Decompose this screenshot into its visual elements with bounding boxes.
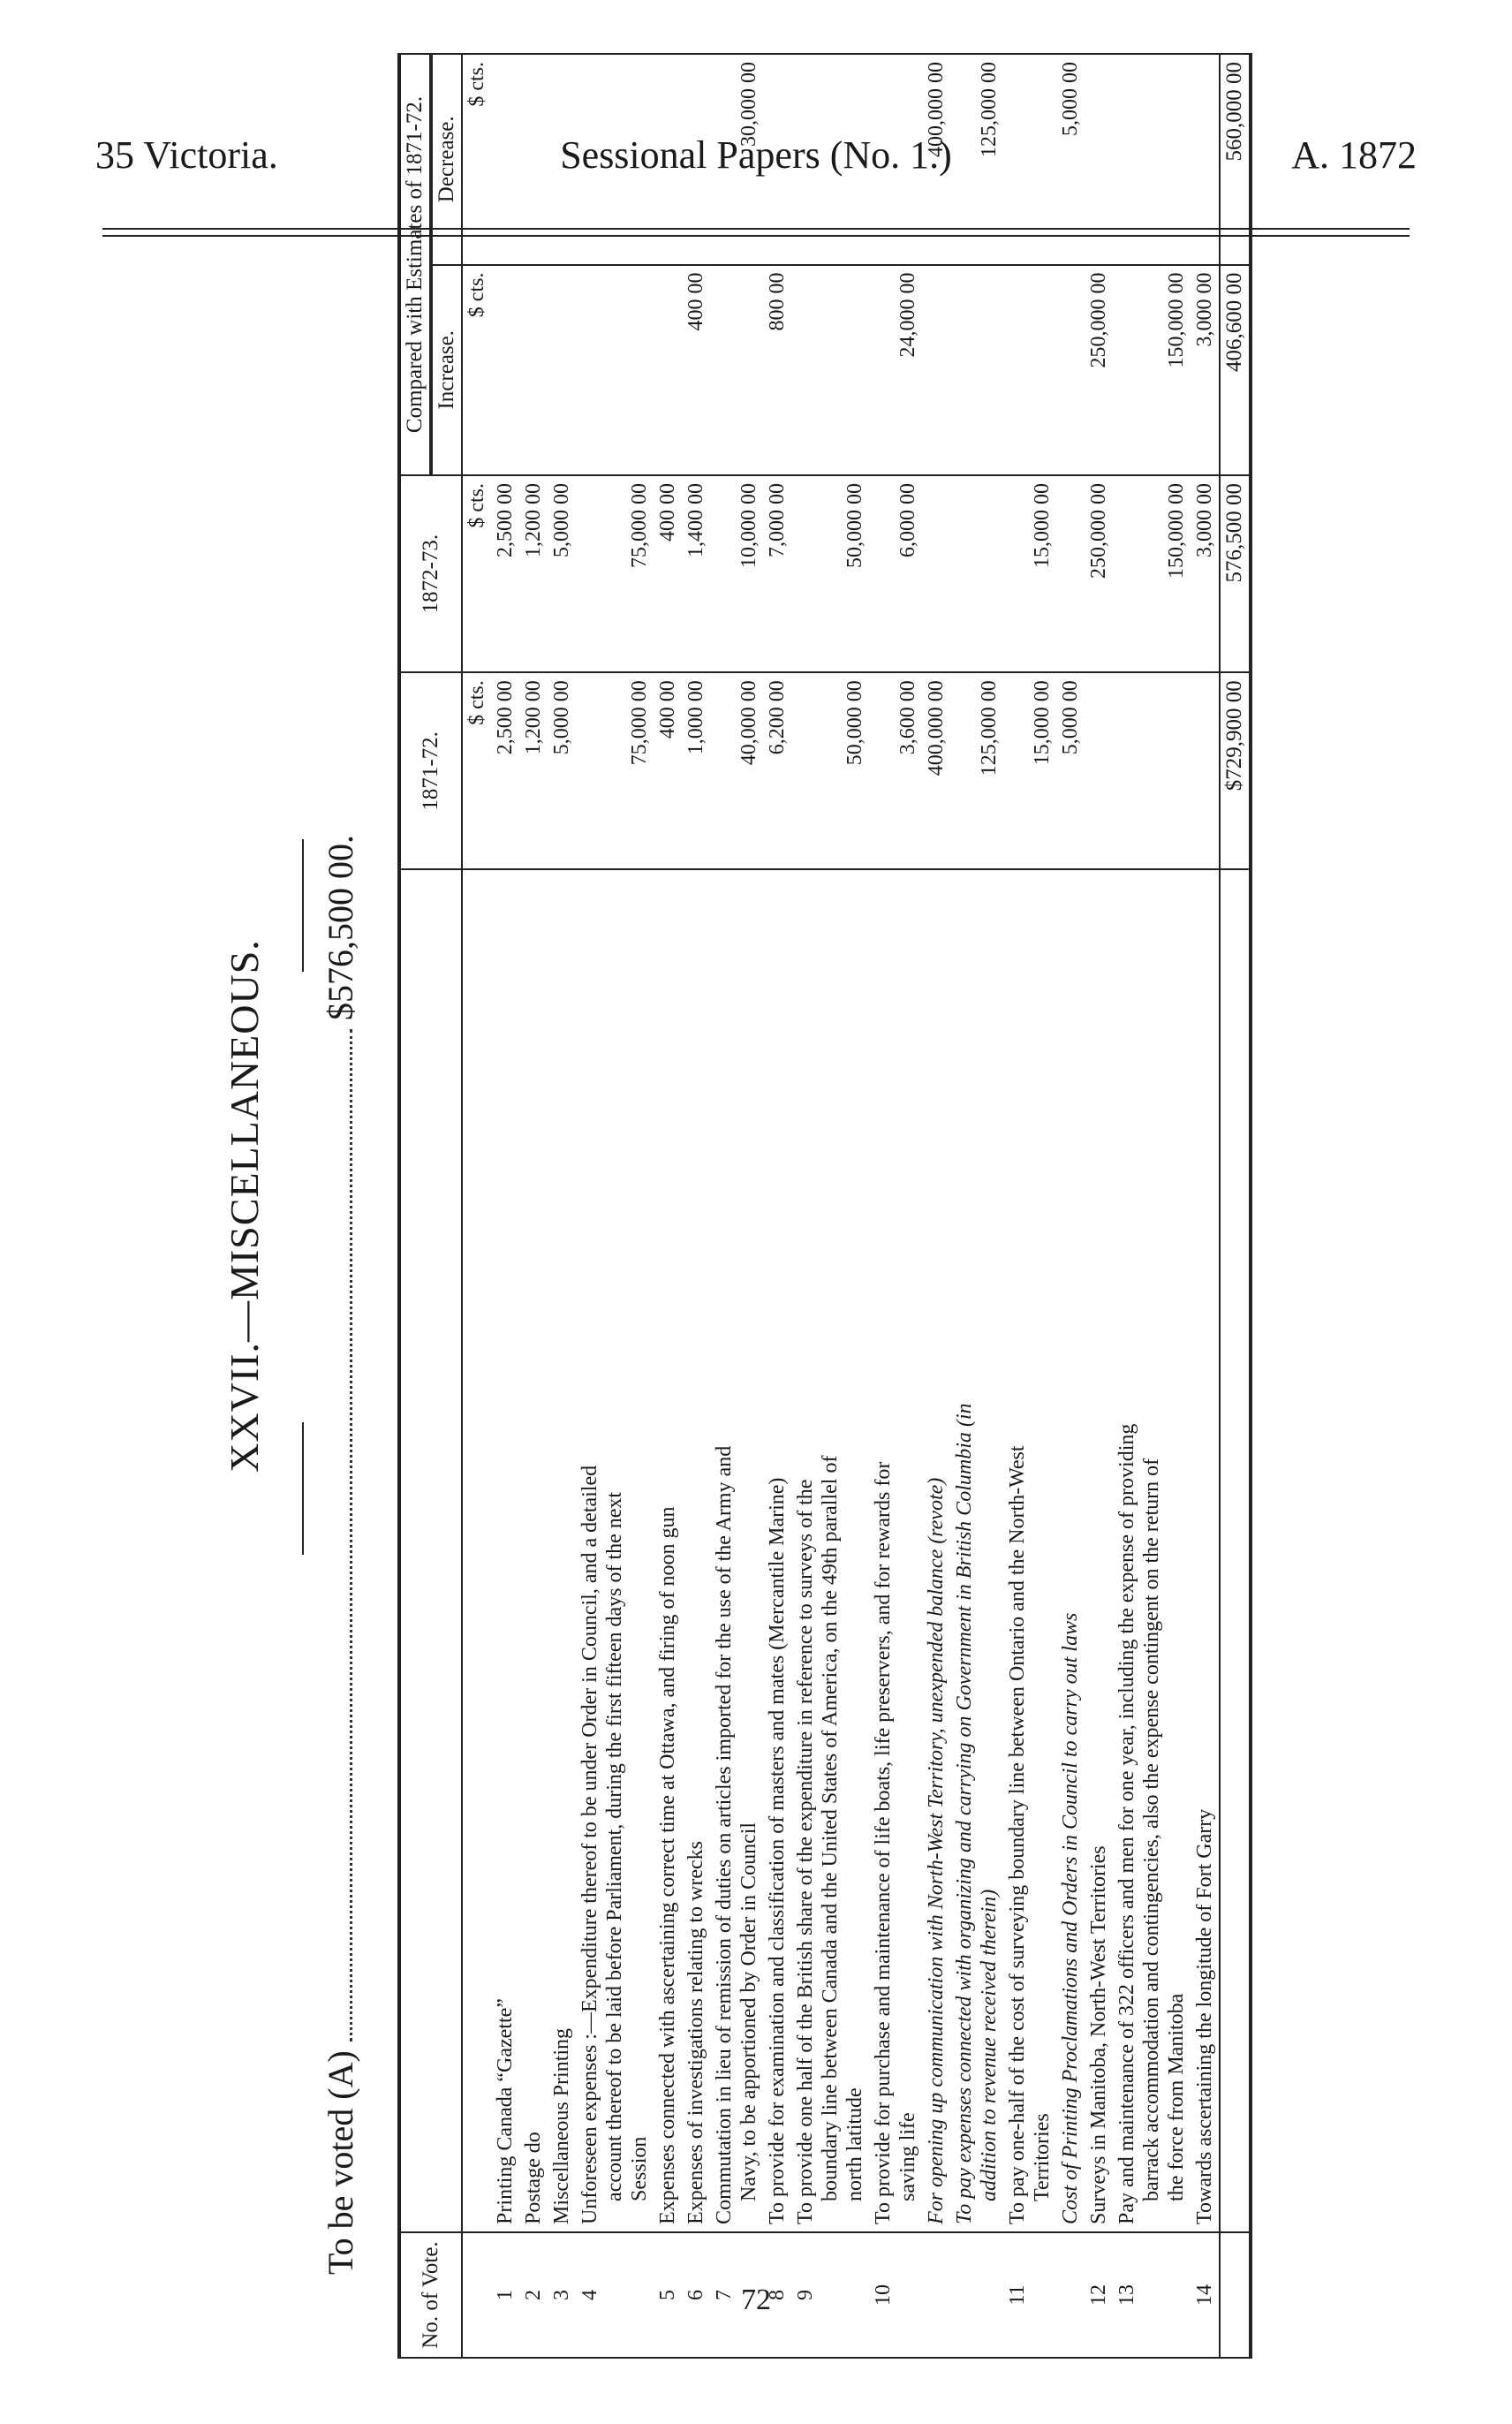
- amount-decrease: [519, 54, 548, 265]
- table-row: [519, 54, 548, 2358]
- service-line: To pay expenses connected with organizing and carrying on Government in British Columbia (in: [953, 1403, 976, 2224]
- service-line: boundary line between Canada and the United States of America, on the 49th parallel of: [819, 1455, 842, 2201]
- amount-1872-73: [1056, 475, 1085, 672]
- header-service: [399, 869, 462, 2231]
- amount-1872-73: [922, 475, 950, 672]
- amount-1872-73: 6,000 00: [869, 475, 922, 672]
- amount-1872-73: 10,000 00: [710, 475, 763, 672]
- table-row: [869, 54, 922, 2358]
- amount-increase: 3,000 00: [1191, 265, 1220, 475]
- amount-increase: [950, 265, 1003, 475]
- header-vote-number: No. of Vote.: [399, 2232, 462, 2358]
- service-description: [1113, 869, 1191, 2231]
- amount-decrease: [1085, 54, 1113, 265]
- service-description: [654, 869, 682, 2231]
- table-row: [548, 54, 576, 2358]
- amount-decrease: [491, 54, 519, 265]
- amount-decrease: 400,000 00: [922, 54, 950, 265]
- service-line: north latitude: [843, 2087, 866, 2201]
- units-decrease: $ cts.: [462, 54, 491, 265]
- rotated-table-block: [221, 53, 1390, 2359]
- amount-1871-72: [1113, 672, 1191, 869]
- service-line: account thereof to be laid before Parliament, during the first fifteen days of the next: [603, 1491, 626, 2201]
- service-line: Printing Canada “Gazette”: [494, 1998, 517, 2224]
- estimates-table: [397, 53, 1252, 2359]
- amount-increase: 150,000 00: [1113, 265, 1191, 475]
- amount-1872-73: 250,000 00: [1085, 475, 1113, 672]
- units-1872-73: $ cts.: [462, 475, 491, 672]
- amount-1871-72: 400,000 00: [922, 672, 950, 869]
- amount-decrease: [576, 54, 654, 265]
- total-cell-service: [1220, 869, 1251, 2231]
- service-description: [682, 869, 710, 2231]
- to-be-voted-label: To be voted (A): [321, 2050, 360, 2275]
- service-description: [548, 869, 576, 2231]
- table-row: [576, 54, 654, 2358]
- service-line: Cost of Printing Proclamations and Orders in Council to carry out laws: [1059, 1612, 1082, 2224]
- header-1871-72: 1871-72.: [399, 672, 462, 869]
- service-description: [519, 869, 548, 2231]
- amount-1872-73: 7,000 00: [763, 475, 791, 672]
- section-title: XXVII.—MISCELLANEOUS.: [222, 939, 267, 1473]
- service-description: [922, 869, 950, 2231]
- service-line: the force from Manitoba: [1165, 1993, 1188, 2201]
- vote-number: 8: [763, 2232, 791, 2358]
- header-1872-73: 1872-73.: [399, 475, 462, 672]
- total-increase: 406,600 00: [1220, 265, 1251, 475]
- service-line: Expenses of investigations relating to wrecks: [684, 1841, 707, 2224]
- amount-decrease: 30,000 00: [710, 54, 763, 265]
- title-dash-left: [302, 1422, 304, 1555]
- vote-number: 9: [791, 2232, 869, 2358]
- amount-1872-73: 15,000 00: [1003, 475, 1056, 672]
- service-line: To provide for examination and classification of masters and mates (Mercantile Marine): [766, 1477, 789, 2224]
- amount-increase: [491, 265, 519, 475]
- service-line: Navy, to be apportioned by Order in Council: [737, 1822, 760, 2201]
- amount-1872-73: 50,000 00: [791, 475, 869, 672]
- amount-1871-72: [1085, 672, 1113, 869]
- vote-number: 6: [682, 2232, 710, 2358]
- amount-1871-72: 1,200 00: [519, 672, 548, 869]
- table-row: [791, 54, 869, 2358]
- table-row: [1003, 54, 1056, 2358]
- service-line: Territories: [1031, 2113, 1054, 2201]
- table-row: [654, 54, 682, 2358]
- amount-increase: [654, 265, 682, 475]
- amount-decrease: [1113, 54, 1191, 265]
- amount-1872-73: 75,000 00: [576, 475, 654, 672]
- service-line: Commutation in lieu of remission of duties on articles imported for the use of the Army and: [713, 1445, 736, 2224]
- units-increase: $ cts.: [462, 265, 491, 475]
- service-description: [1085, 869, 1113, 2231]
- service-description: [1191, 869, 1220, 2231]
- service-line: Surveys in Manitoba, North-West Territories: [1087, 1845, 1110, 2224]
- amount-decrease: [1003, 54, 1056, 265]
- service-line: Session: [628, 2136, 651, 2201]
- service-line: Expenses connected with ascertaining correct time at Ottawa, and firing of noon gun: [656, 1506, 679, 2224]
- service-description: [763, 869, 791, 2231]
- amount-1872-73: 400 00: [654, 475, 682, 672]
- vote-number: 11: [1003, 2232, 1056, 2358]
- amount-1871-72: 5,000 00: [548, 672, 576, 869]
- amount-1871-72: [1191, 672, 1220, 869]
- service-line: saving life: [896, 2112, 919, 2201]
- vote-number: 1: [491, 2232, 519, 2358]
- vote-number: 7: [710, 2232, 763, 2358]
- amount-increase: [576, 265, 654, 475]
- service-line: Towards ascertaining the longitude of Fort Garry: [1193, 1808, 1216, 2224]
- service-line: Postage do: [522, 2132, 545, 2224]
- total-1872-73: 576,500 00: [1220, 475, 1251, 672]
- amount-1871-72: 40,000 00: [710, 672, 763, 869]
- table-row: [1113, 54, 1191, 2358]
- amount-decrease: 5,000 00: [1056, 54, 1085, 265]
- total-1871-72: $729,900 00: [1220, 672, 1251, 869]
- service-description: [950, 869, 1003, 2231]
- service-description: [710, 869, 763, 2231]
- amount-1871-72: 3,600 00: [869, 672, 922, 869]
- vote-number: 13: [1113, 2232, 1191, 2358]
- to-be-voted-line: [320, 835, 373, 2275]
- totals-row: [1220, 54, 1251, 2358]
- table-row: [1085, 54, 1113, 2358]
- service-description: [491, 869, 519, 2231]
- amount-increase: 800 00: [763, 265, 791, 475]
- vote-number: 4: [576, 2232, 654, 2358]
- header-compared: Compared with Estimates of 1871-72.: [399, 54, 431, 475]
- amount-1872-73: 3,000 00: [1191, 475, 1220, 672]
- amount-1871-72: 15,000 00: [1003, 672, 1056, 869]
- running-head-center: Sessional Papers (No. 1.): [560, 133, 952, 177]
- service-line: Miscellaneous Printing: [550, 2027, 573, 2224]
- vote-number: 14: [1191, 2232, 1220, 2358]
- amount-1871-72: 2,500 00: [491, 672, 519, 869]
- amount-1872-73: [950, 475, 1003, 672]
- amount-increase: [548, 265, 576, 475]
- amount-1872-73: 1,400 00: [682, 475, 710, 672]
- table-row: [1056, 54, 1085, 2358]
- units-row: [462, 54, 491, 2358]
- amount-decrease: [763, 54, 791, 265]
- leader-dots: [350, 1029, 352, 2041]
- amount-decrease: [682, 54, 710, 265]
- header-decrease: Decrease.: [431, 54, 462, 265]
- amount-1871-72: 50,000 00: [791, 672, 869, 869]
- amount-1871-72: 125,000 00: [950, 672, 1003, 869]
- amount-decrease: [791, 54, 869, 265]
- units-1871-72: $ cts.: [462, 672, 491, 869]
- service-line: To provide for purchase and maintenance of life boats, life preservers, and for rewards for: [872, 1461, 895, 2224]
- amount-increase: [922, 265, 950, 475]
- amount-increase: 400 00: [682, 265, 710, 475]
- amount-increase: [519, 265, 548, 475]
- service-line: For opening up communication with North-West Territory, unexpended balance (revote): [925, 1477, 948, 2224]
- units-cell-service: [462, 869, 491, 2231]
- table-row: [710, 54, 763, 2358]
- total-decrease: 560,000 00: [1220, 54, 1251, 265]
- service-line: To pay one-half of the cost of surveying boundary line between Ontario and the North-West: [1006, 1445, 1029, 2224]
- amount-decrease: [654, 54, 682, 265]
- service-line: Unforeseen expenses :—Expenditure thereof to be under Order in Council, and a detailed: [578, 1465, 601, 2224]
- to-be-voted-amount: $576,500 00.: [321, 835, 360, 1020]
- table-row: [491, 54, 519, 2358]
- amount-increase: [710, 265, 763, 475]
- service-description: [869, 869, 922, 2231]
- service-description: [791, 869, 869, 2231]
- amount-1872-73: 5,000 00: [548, 475, 576, 672]
- header-increase: Increase.: [431, 265, 462, 475]
- service-line: Pay and maintenance of 322 officers and men for one year, including the expense of providing: [1115, 1423, 1138, 2224]
- page-number: 72: [741, 2284, 771, 2316]
- amount-increase: [1056, 265, 1085, 475]
- amount-1872-73: 1,200 00: [519, 475, 548, 672]
- amount-decrease: [1191, 54, 1220, 265]
- amount-increase: [1003, 265, 1056, 475]
- amount-1871-72: 1,000 00: [682, 672, 710, 869]
- amount-1871-72: 400 00: [654, 672, 682, 869]
- title-dash-right: [302, 839, 304, 972]
- amount-1872-73: 150,000 00: [1113, 475, 1191, 672]
- running-head-left: 35 Victoria.: [95, 133, 278, 177]
- amount-increase: 24,000 00: [869, 265, 922, 475]
- service-description: [576, 869, 654, 2231]
- amount-1872-73: 2,500 00: [491, 475, 519, 672]
- table-row: [682, 54, 710, 2358]
- table-body: [462, 54, 1220, 2358]
- amount-decrease: 125,000 00: [950, 54, 1003, 265]
- table-row: [922, 54, 950, 2358]
- service-description: [1056, 869, 1085, 2231]
- service-line: addition to revenue received therein): [978, 1889, 1001, 2201]
- service-description: [1003, 869, 1056, 2231]
- amount-1871-72: 6,200 00: [763, 672, 791, 869]
- table-row: [950, 54, 1003, 2358]
- service-line: barrack accommodation and contingencies, also the expense contingent on the return of: [1140, 1458, 1163, 2201]
- table-row: [1191, 54, 1220, 2358]
- table-row: [763, 54, 791, 2358]
- vote-number: 12: [1085, 2232, 1113, 2358]
- amount-1871-72: 5,000 00: [1056, 672, 1085, 869]
- amount-increase: [791, 265, 869, 475]
- amount-increase: 250,000 00: [1085, 265, 1113, 475]
- running-head-right: A. 1872: [1291, 133, 1417, 177]
- vote-number: 2: [519, 2232, 548, 2358]
- vote-number: 5: [654, 2232, 682, 2358]
- amount-decrease: [548, 54, 576, 265]
- amount-1871-72: 75,000 00: [576, 672, 654, 869]
- vote-number: 10: [869, 2232, 922, 2358]
- amount-decrease: [869, 54, 922, 265]
- service-line: To provide one half of the British share of the expenditure in reference to surveys of the: [794, 1479, 817, 2224]
- vote-number: 3: [548, 2232, 576, 2358]
